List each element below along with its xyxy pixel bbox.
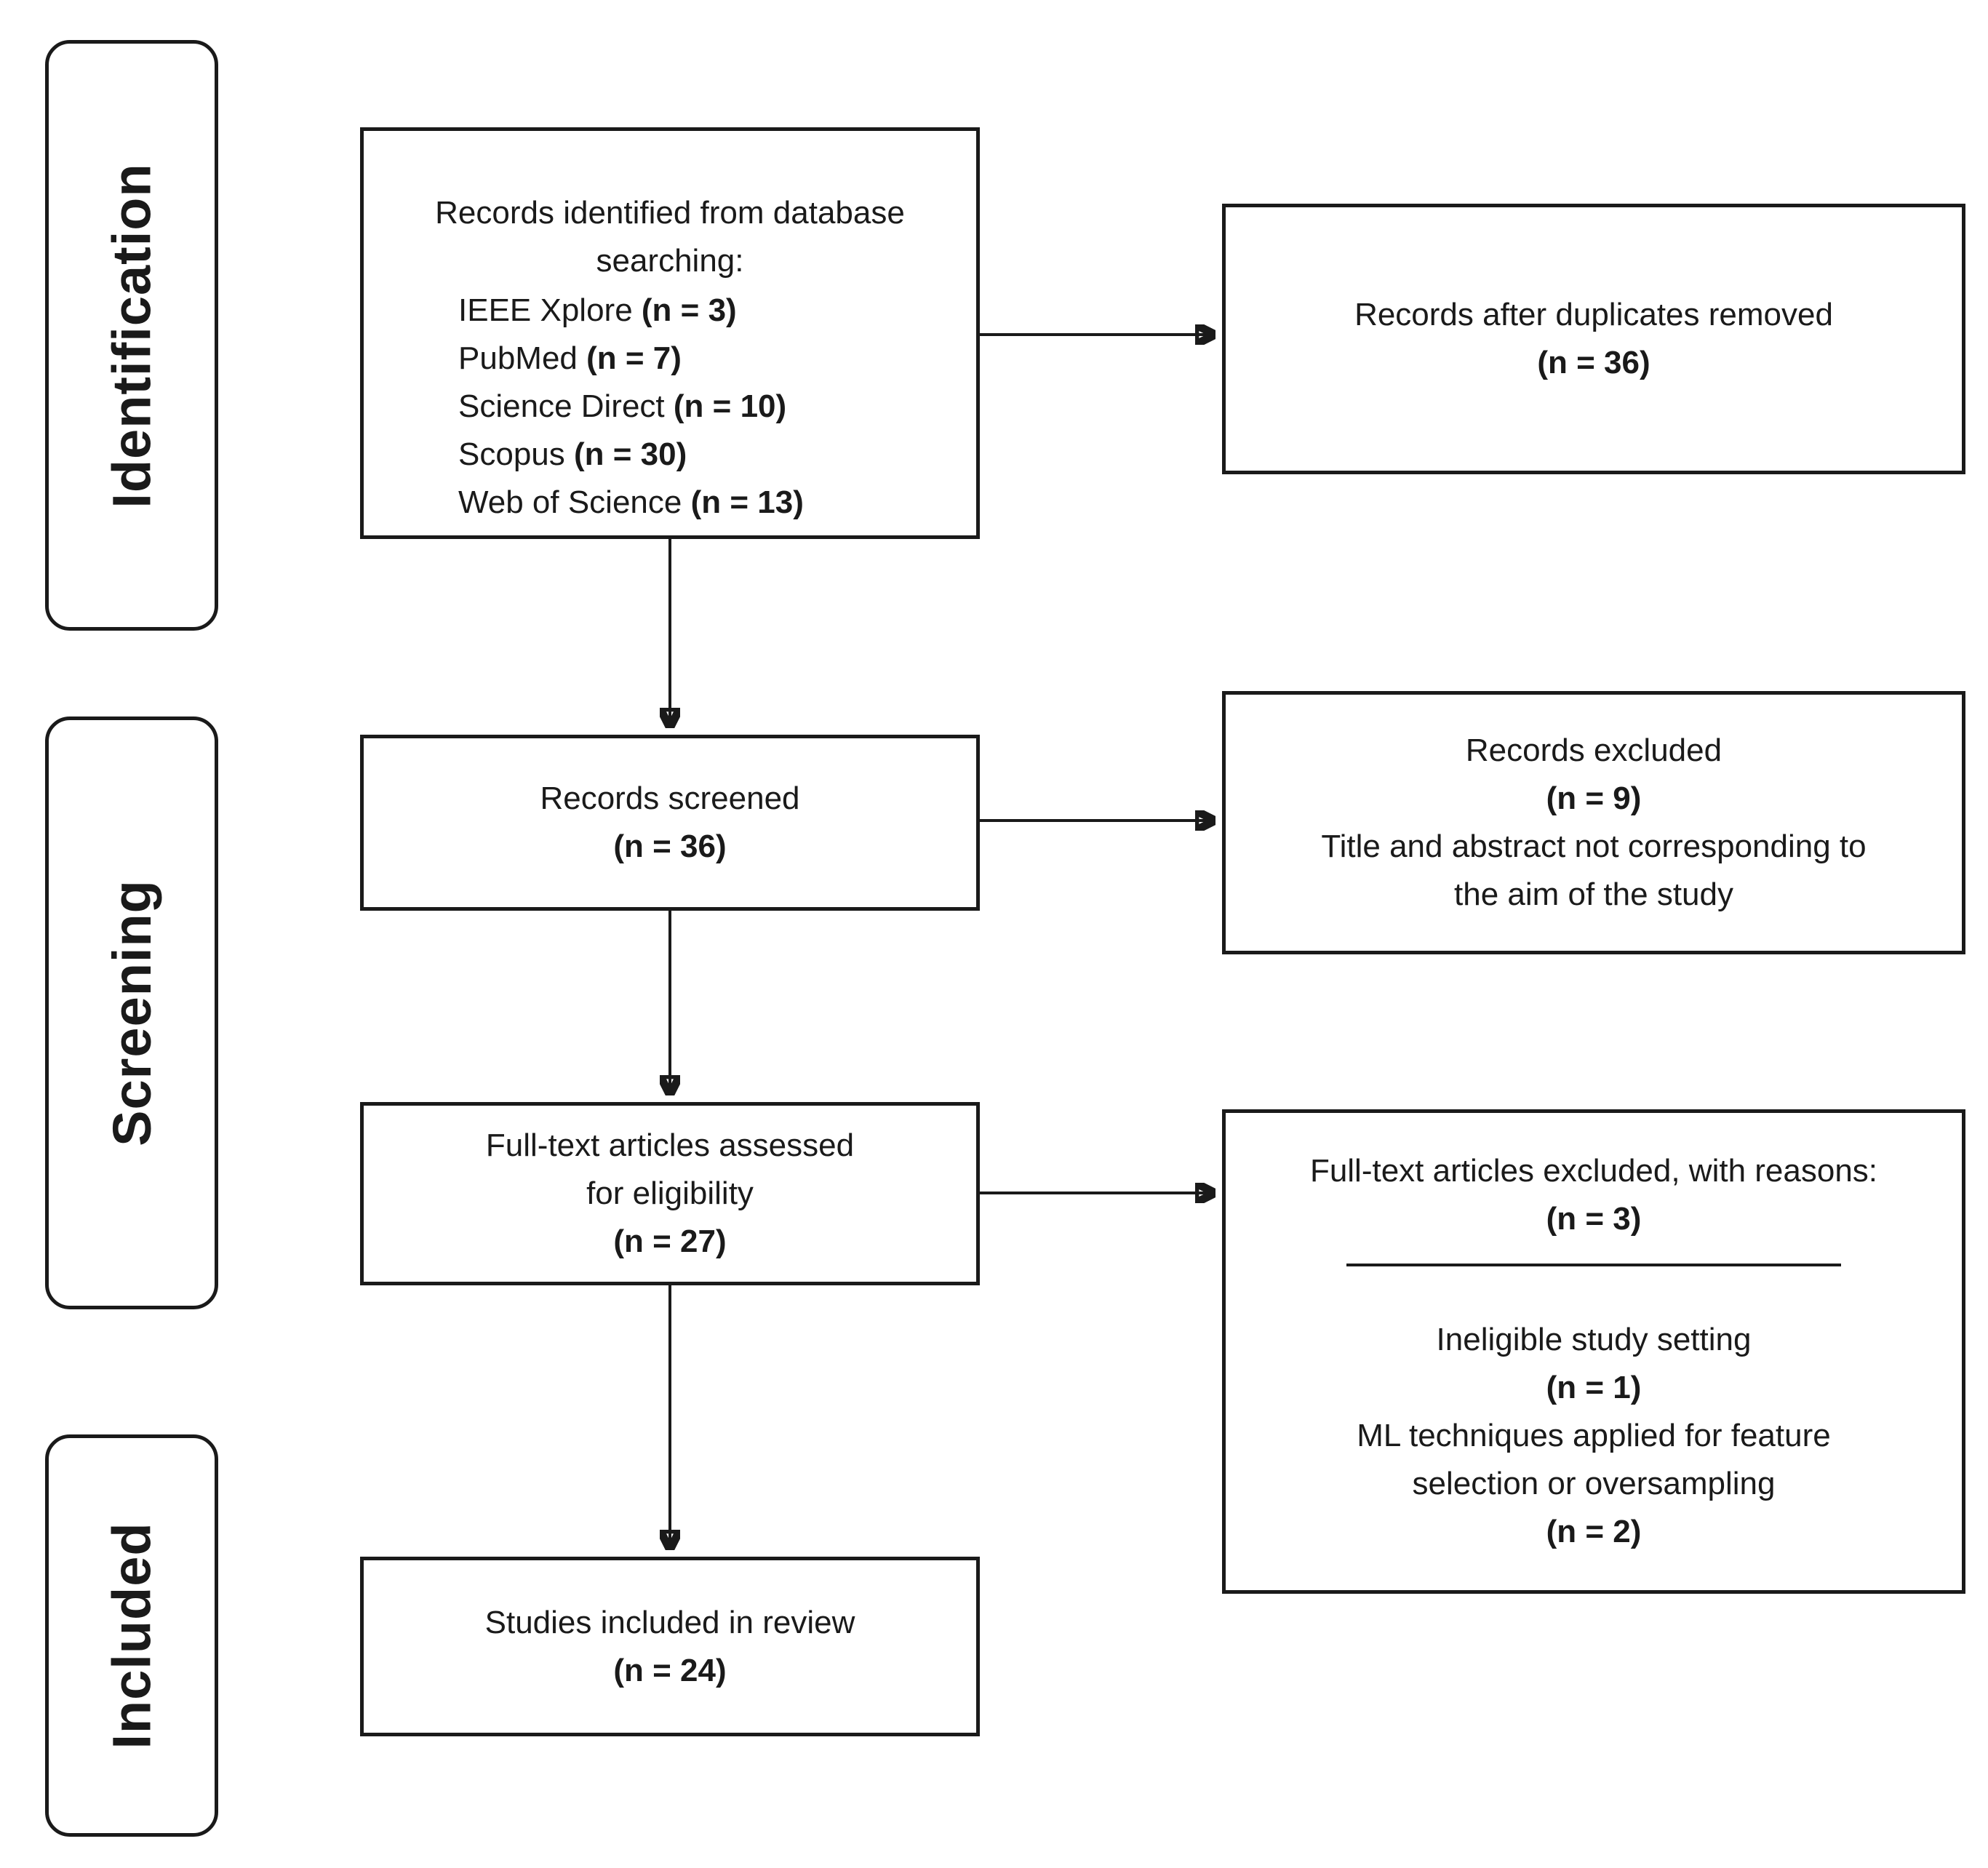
source-label: PubMed (458, 340, 587, 376)
phase-label-included (45, 1434, 218, 1837)
box-text-line: Full-text articles excluded, with reasons: (1309, 1153, 1878, 1189)
spacer (1240, 1281, 1947, 1316)
box-duplicates-removed (1222, 204, 1965, 474)
box-text-line: the aim of the study (1454, 877, 1733, 912)
source-count: (n = 10) (673, 388, 787, 424)
source-label: Scopus (458, 436, 574, 472)
box-count: (n = 36) (1537, 345, 1650, 380)
source-line (458, 383, 962, 431)
box-title-line: Records identified from database (435, 195, 905, 231)
exclusion-reason: ML techniques applied for feature (1357, 1418, 1831, 1453)
phase-label-identification (45, 40, 218, 631)
box-fulltext-assessed (360, 1102, 980, 1285)
source-label: Web of Science (458, 484, 691, 520)
box-count: (n = 9) (1546, 781, 1642, 816)
box-count: (n = 24) (613, 1652, 727, 1688)
exclusion-reason-count: (n = 1) (1546, 1370, 1642, 1405)
box-text-line: for eligibility (586, 1176, 754, 1211)
box-fulltext-excluded (1222, 1109, 1965, 1594)
source-count: (n = 7) (586, 340, 682, 376)
source-line (458, 431, 962, 479)
box-text-line: Records after duplicates removed (1354, 297, 1833, 332)
source-count: (n = 30) (573, 436, 687, 472)
exclusion-reason: selection or oversampling (1412, 1466, 1776, 1501)
source-line (458, 335, 962, 383)
box-count: (n = 27) (613, 1224, 727, 1259)
database-source-list (458, 287, 962, 527)
box-records-identified (360, 127, 980, 539)
phase-label-screening (45, 717, 218, 1309)
source-count: (n = 3) (641, 292, 737, 328)
box-count: (n = 36) (613, 829, 727, 864)
phase-label-text: Included (101, 1522, 162, 1749)
reasons-divider (1346, 1264, 1841, 1266)
box-text-line: Records excluded (1465, 733, 1722, 768)
source-line (458, 287, 962, 335)
source-line (458, 479, 962, 527)
box-studies-included (360, 1557, 980, 1736)
box-records-screened (360, 735, 980, 911)
box-text-line: Records screened (540, 781, 800, 816)
phase-label-text: Screening (101, 879, 162, 1146)
box-text-line: Studies included in review (484, 1604, 855, 1640)
exclusion-reason-count: (n = 2) (1546, 1514, 1642, 1549)
source-label: IEEE Xplore (458, 292, 642, 328)
box-title-line: searching: (596, 243, 744, 279)
source-count: (n = 13) (690, 484, 804, 520)
box-text-line: Full-text articles assessed (485, 1127, 855, 1163)
box-count: (n = 3) (1546, 1201, 1642, 1237)
box-records-excluded (1222, 691, 1965, 954)
phase-label-text: Identification (101, 162, 162, 508)
exclusion-reason: Ineligible study setting (1436, 1322, 1752, 1357)
source-label: Science Direct (458, 388, 674, 424)
box-text-line: Title and abstract not corresponding to (1321, 829, 1867, 864)
